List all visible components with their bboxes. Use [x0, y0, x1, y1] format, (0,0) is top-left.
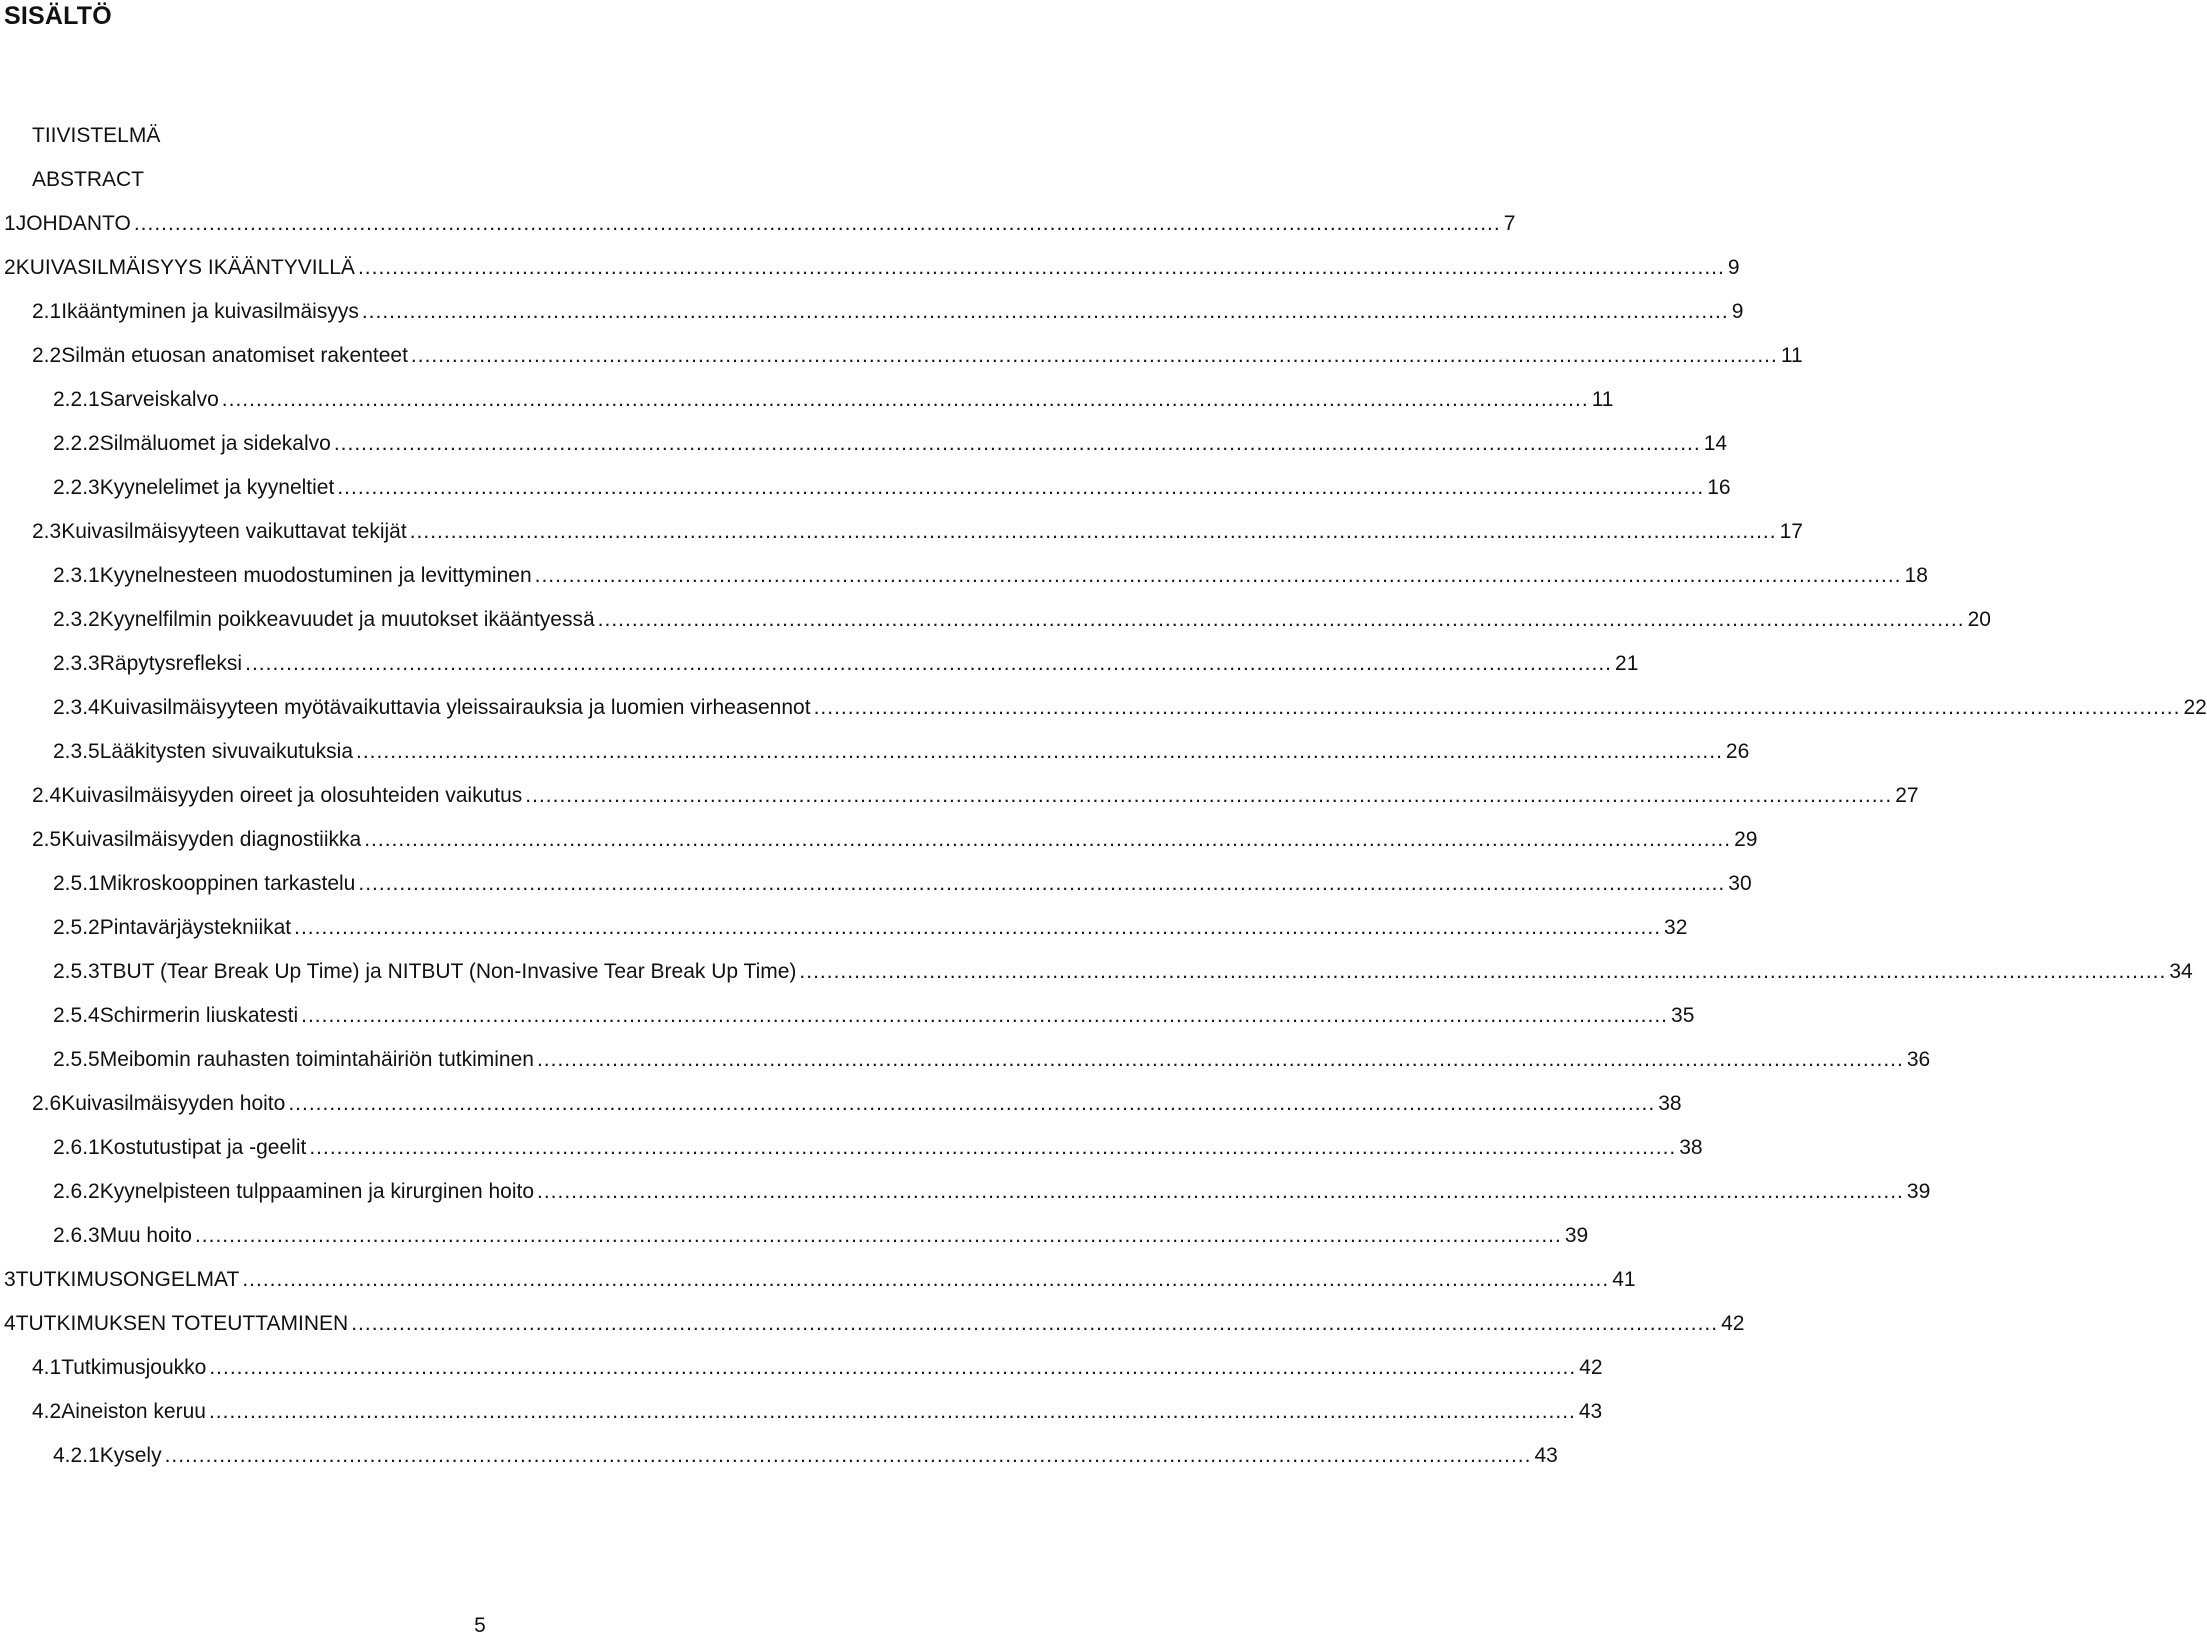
toc-entry-title: TBUT (Tear Break Up Time) ja NITBUT (Non-Invasive Tear Break Up Time) — [99, 960, 797, 983]
toc-entry[interactable] — [32, 1398, 1603, 1426]
toc-entry-title: Kyynelelimet ja kyyneltiet — [99, 476, 335, 499]
toc-entry-number: 2.6.2 — [53, 1180, 100, 1203]
toc-dot-leader: ........................................................................................................................................................................................................ — [597, 608, 1965, 631]
toc-entry-title: TUTKIMUKSEN TOTEUTTAMINEN — [15, 1312, 349, 1335]
toc-entry-title: Räpytysrefleksi — [99, 652, 243, 675]
toc-entry[interactable] — [32, 298, 1744, 326]
toc-entry-title: TUTKIMUSONGELMAT — [15, 1268, 240, 1291]
toc-dot-leader: ........................................................................................................................................................................................................ — [133, 212, 1501, 235]
toc-entry-title: Ikääntyminen ja kuivasilmäisyys — [61, 300, 359, 323]
toc-entry[interactable] — [53, 606, 1991, 634]
toc-entry[interactable] — [53, 738, 1750, 766]
toc-entry-number: 2.5.3 — [53, 960, 100, 983]
toc-entry-number: 2.5.2 — [53, 916, 100, 939]
toc-entry[interactable] — [4, 1266, 1636, 1294]
toc-entry-number: 4.2.1 — [53, 1444, 100, 1467]
toc-dot-leader: ........................................................................................................................................................................................................ — [309, 1136, 1677, 1159]
toc-dot-leader: ........................................................................................................................................................................................................ — [409, 520, 1777, 543]
toc-entry-page: 42 — [1721, 1312, 1745, 1335]
toc-dot-leader: ........................................................................................................................................................................................................ — [364, 828, 1732, 851]
toc-dot-leader: ........................................................................................................................................................................................................ — [288, 1092, 1656, 1115]
toc-entry-page: 11 — [1780, 344, 1803, 367]
toc-entry[interactable] — [53, 386, 1614, 414]
toc-entry-title: Aineiston keruu — [61, 1400, 206, 1423]
toc-entry-number: 2.3 — [32, 520, 62, 543]
toc-entry-title: Kyynelfilmin poikkeavuudet ja muutokset ikääntyessä — [99, 608, 595, 631]
toc-entry-title: Mikroskooppinen tarkastelu — [99, 872, 356, 895]
toc-dot-leader: ........................................................................................................................................................................................................ — [164, 1444, 1532, 1467]
toc-dot-leader: ........................................................................................................................................................................................................ — [221, 388, 1589, 411]
toc-entry-page: 38 — [1679, 1136, 1703, 1159]
toc-entry-number: 2.6.1 — [53, 1136, 100, 1159]
toc-entry-title: Muu hoito — [99, 1224, 192, 1247]
toc-dot-leader: ........................................................................................................................................................................................................ — [245, 652, 1613, 675]
toc-entry-number: 2.3.2 — [53, 608, 100, 631]
toc-dot-leader: ........................................................................................................................................................................................................ — [356, 740, 1723, 763]
toc-dot-leader: ........................................................................................................................................................................................................ — [537, 1180, 1904, 1203]
toc-entry[interactable] — [32, 826, 1758, 854]
toc-entry-page: 43 — [1578, 1400, 1603, 1423]
toc-dot-leader: ........................................................................................................................................................................................................ — [813, 696, 2181, 719]
toc-entry[interactable] — [53, 474, 1731, 502]
toc-entry-title: Meibomin rauhasten toimintahäiriön tutkiminen — [99, 1048, 534, 1071]
toc-entry-number: 2.3.1 — [53, 564, 100, 587]
toc-dot-leader: ........................................................................................................................................................................................................ — [536, 1048, 1904, 1071]
toc-entry-page: 35 — [1671, 1004, 1695, 1027]
toc-entry-number: 2.1 — [32, 300, 62, 323]
toc-entry-title: JOHDANTO — [15, 212, 131, 235]
toc-entry-title: Kyynelpisteen tulppaaminen ja kirurginen hoito — [99, 1180, 534, 1203]
toc-entry-page: 36 — [1906, 1048, 1931, 1071]
toc-entry-number: 2.3.3 — [53, 652, 100, 675]
toc-entry[interactable] — [32, 1090, 1682, 1118]
toc-entry-page: 39 — [1564, 1224, 1589, 1247]
toc-entry-page: 32 — [1664, 916, 1688, 939]
toc-entry-title: Sarveiskalvo — [99, 388, 219, 411]
toc-entry-page: 21 — [1615, 652, 1639, 675]
toc-entry-title: Kysely — [99, 1444, 162, 1467]
toc-entry-number: 2.6 — [32, 1092, 62, 1115]
toc-entry-title: Schirmerin liuskatesti — [99, 1004, 299, 1027]
toc-entry[interactable] — [53, 650, 1639, 678]
toc-entry-number: 2.3.4 — [53, 696, 100, 719]
toc-entry-title: Kyynelnesteen muodostuminen ja levittyminen — [99, 564, 532, 587]
toc-dot-leader: ........................................................................................................................................................................................................ — [361, 300, 1729, 323]
toc-front-matter-abstract-en: ABSTRACT — [32, 168, 145, 191]
toc-entry-number: 2.5.4 — [53, 1004, 100, 1027]
toc-entry-title: Kostutustipat ja -geelit — [99, 1136, 307, 1159]
toc-dot-leader: ........................................................................................................................................................................................................ — [337, 476, 1705, 499]
toc-entry-title: Kuivasilmäisyyteen myötävaikuttavia yleissairauksia ja luomien virheasennot — [99, 696, 811, 719]
toc-entry-title: Kuivasilmäisyyden oireet ja olosuhteiden vaikutus — [61, 784, 523, 807]
toc-entry-number: 2.5.1 — [53, 872, 100, 895]
toc-entry-number: 2.6.3 — [53, 1224, 100, 1247]
toc-entry-page: 18 — [1904, 564, 1928, 587]
toc-entry-page: 27 — [1895, 784, 1919, 807]
toc-dot-leader: ........................................................................................................................................................................................................ — [410, 344, 1778, 367]
toc-entry[interactable] — [53, 1222, 1589, 1250]
toc-entry-number: 2.2.1 — [53, 388, 100, 411]
toc-dot-leader: ........................................................................................................................................................................................................ — [208, 1400, 1576, 1423]
toc-entry-title: Silmän etuosan anatomiset rakenteet — [61, 344, 408, 367]
toc-entry[interactable] — [53, 430, 1728, 458]
toc-entry-page: 26 — [1725, 740, 1750, 763]
toc-entry[interactable] — [4, 210, 1516, 238]
page-number: 5 — [474, 1614, 486, 1637]
toc-entry[interactable] — [53, 1046, 1931, 1074]
toc-entry-number: 2.2.2 — [53, 432, 100, 455]
toc-entry-page: 42 — [1579, 1356, 1603, 1379]
toc-dot-leader: ........................................................................................................................................................................................................ — [525, 784, 1893, 807]
toc-entry-title: Kuivasilmäisyyden diagnostiikka — [61, 828, 362, 851]
toc-entry-page: 41 — [1612, 1268, 1636, 1291]
toc-entry-page: 20 — [1967, 608, 1991, 631]
toc-entry-number: 4.1 — [32, 1356, 62, 1379]
toc-entry-number: 2.4 — [32, 784, 62, 807]
toc-entry[interactable] — [32, 342, 1803, 370]
toc-front-matter-abstract-fi: TIIVISTELMÄ — [32, 124, 161, 147]
toc-entry-number: 2.2.3 — [53, 476, 100, 499]
toc-entry-title: Kuivasilmäisyyden hoito — [61, 1092, 286, 1115]
toc-entry-title: KUIVASILMÄISYYS IKÄÄNTYVILLÄ — [15, 256, 355, 279]
toc-entry[interactable] — [53, 694, 2207, 722]
toc-entry-title: Kuivasilmäisyyteen vaikuttavat tekijät — [61, 520, 407, 543]
toc-dot-leader: ........................................................................................................................................................................................................ — [358, 872, 1726, 895]
toc-entry-page: 34 — [2169, 960, 2193, 983]
toc-entry-title: Lääkitysten sivuvaikutuksia — [99, 740, 354, 763]
toc-dot-leader: ........................................................................................................................................................................................................ — [333, 432, 1701, 455]
toc-entry[interactable] — [53, 1442, 1558, 1470]
toc-entry-page: 11 — [1591, 388, 1614, 411]
toc-entry[interactable] — [4, 254, 1740, 282]
toc-entry-page: 17 — [1779, 520, 1803, 543]
toc-entry[interactable] — [32, 518, 1803, 546]
toc-entry-page: 7 — [1503, 212, 1516, 235]
toc-entry[interactable] — [32, 782, 1919, 810]
toc-entry[interactable] — [53, 958, 2193, 986]
toc-entry-number: 4.2 — [32, 1400, 62, 1423]
toc-dot-leader: ........................................................................................................................................................................................................ — [194, 1224, 1562, 1247]
toc-dot-leader: ........................................................................................................................................................................................................ — [294, 916, 1662, 939]
toc-entry-page: 38 — [1658, 1092, 1682, 1115]
toc-entry-number: 4 — [4, 1312, 16, 1335]
toc-entry[interactable] — [53, 1134, 1703, 1162]
toc-entry-page: 9 — [1727, 256, 1740, 279]
toc-entry-page: 43 — [1534, 1444, 1558, 1467]
toc-dot-leader: ........................................................................................................................................................................................................ — [209, 1356, 1577, 1379]
toc-entry[interactable] — [53, 562, 1928, 590]
toc-dot-leader: ........................................................................................................................................................................................................ — [534, 564, 1902, 587]
toc-entry[interactable] — [53, 870, 1752, 898]
toc-entry-number: 2.2 — [32, 344, 62, 367]
toc-entry-page: 29 — [1734, 828, 1758, 851]
toc-entry[interactable] — [32, 1354, 1603, 1382]
toc-entry-page: 14 — [1703, 432, 1728, 455]
toc-entry-page: 22 — [2183, 696, 2207, 719]
toc-dot-leader: ........................................................................................................................................................................................................ — [242, 1268, 1610, 1291]
toc-entry-number: 2.5.5 — [53, 1048, 100, 1071]
toc-entry-page: 9 — [1731, 300, 1744, 323]
toc-entry-page: 30 — [1728, 872, 1752, 895]
toc-entry-number: 1 — [4, 212, 16, 235]
toc-entry-page: 16 — [1707, 476, 1731, 499]
toc-dot-leader: ........................................................................................................................................................................................................ — [799, 960, 2167, 983]
toc-entry-number: 2.5 — [32, 828, 62, 851]
toc-entry-title: Silmäluomet ja sidekalvo — [99, 432, 331, 455]
toc-entry-page: 39 — [1906, 1180, 1931, 1203]
toc-entry-number: 2.3.5 — [53, 740, 100, 763]
toc-dot-leader: ........................................................................................................................................................................................................ — [351, 1312, 1719, 1335]
toc-entry-number: 2 — [4, 256, 16, 279]
toc-entry-title: Tutkimusjoukko — [61, 1356, 207, 1379]
page-title: SISÄLTÖ — [4, 2, 112, 30]
toc-entry-number: 3 — [4, 1268, 16, 1291]
toc-entry[interactable] — [53, 914, 1688, 942]
toc-entry[interactable] — [53, 1178, 1931, 1206]
toc-entry[interactable] — [4, 1310, 1745, 1338]
toc-entry[interactable] — [53, 1002, 1695, 1030]
toc-dot-leader: ........................................................................................................................................................................................................ — [357, 256, 1725, 279]
toc-dot-leader: ........................................................................................................................................................................................................ — [301, 1004, 1669, 1027]
toc-entry-title: Pintavärjäystekniikat — [99, 916, 292, 939]
